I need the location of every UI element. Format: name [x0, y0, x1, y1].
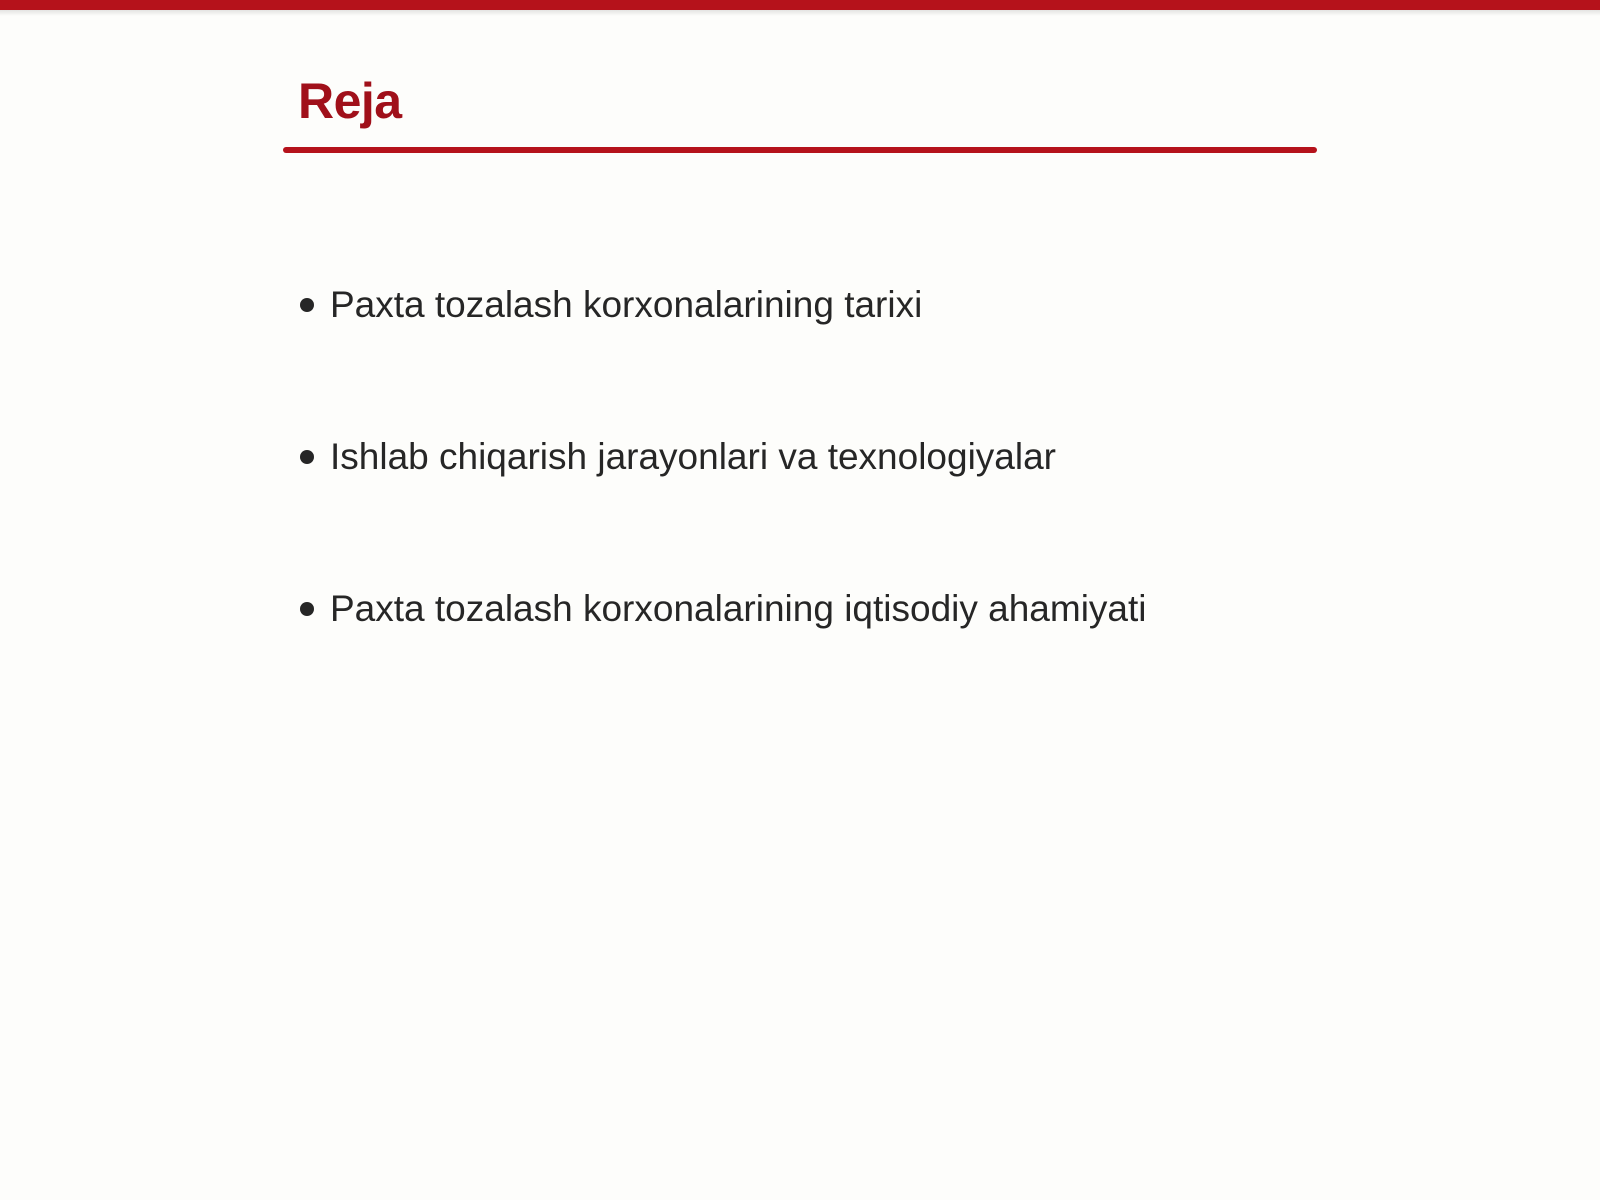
list-item: [300, 583, 1147, 635]
bullet-text: Paxta tozalash korxonalarining tarixi: [330, 284, 923, 325]
list-item: [300, 279, 1147, 331]
bullet-list: [300, 279, 1147, 735]
bullet-dot-icon: [300, 298, 314, 312]
slide-title: Reja: [298, 73, 402, 129]
top-accent-bar: [0, 0, 1600, 10]
list-item: [300, 431, 1147, 483]
bullet-text: Ishlab chiqarish jarayonlari va texnologiyalar: [330, 436, 1056, 477]
bullet-dot-icon: [300, 450, 314, 464]
bullet-text: Paxta tozalash korxonalarining iqtisodiy ahamiyati: [330, 588, 1147, 629]
title-underline: [283, 147, 1317, 153]
top-bar-shadow: [0, 10, 1600, 16]
bullet-dot-icon: [300, 602, 314, 616]
